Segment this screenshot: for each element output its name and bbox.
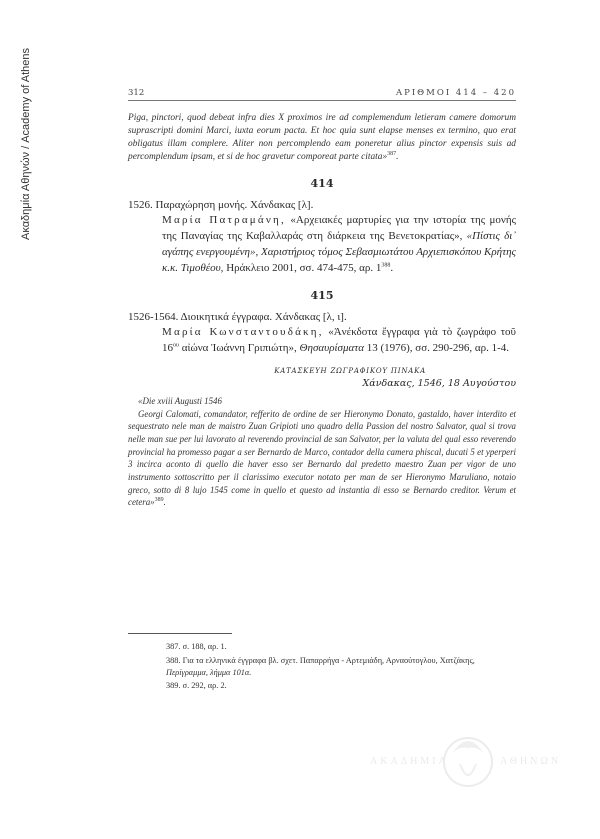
document-body xyxy=(128,395,516,509)
watermark-left-text: ΑΚΑΔΗΜΙΑ xyxy=(370,756,449,767)
entry-author: Μαρία Πατραμάνη, xyxy=(162,213,286,226)
document-place-date: Χάνδακας, 1546, 18 Αυγούστου xyxy=(362,378,516,390)
running-header xyxy=(128,88,516,101)
watermark-right-text: ΑΘΗΝΩΝ xyxy=(500,756,562,767)
running-title: ΑΡΙΘΜΟΙ 414 – 420 xyxy=(395,88,516,98)
footnote-ref[interactable]: 388 xyxy=(381,261,391,268)
entry-body-414: Μαρία Πατραμάνη, «Αρχειακές μαρτυρίες για την ιστορία της μονής της Παναγίας της Καβαλλαράς στη διάρκεια της Βενετοκρατίας», «Πίστις δι᾽ αγάπης ενεργουμένη», Χαριστήριος τόμος Σεβασμιωτάτου Αρχιεπισκόπου Κρήτης κ.κ. Τιμοθέου, Ηράκλειο 2001, σσ. 474-475, αρ. $1^{388}$. xyxy=(162,213,516,274)
page-content xyxy=(128,88,516,509)
section-number-415: 415 xyxy=(310,289,334,303)
entry-body-415: Μαρία Κωνσταντουδάκη, «Ἀνέκδοτα ἔγγραφα γιὰ τὸ ζωγράφο τοῦ $16^{o\upsilon}$ αἰώνα Ἰωάννη Γριπιώτη», Θησαυρίσματα 13 (1976), σσ. 290-296, αρ. 1-4. xyxy=(162,326,517,355)
footnotes xyxy=(166,641,516,694)
footnote-ref[interactable]: 387 xyxy=(387,150,397,157)
athena-head-icon xyxy=(438,724,498,804)
document-text: Georgi Calomati, comandator, refferito de ordine de ser Hieronymo Donato, gastaldo, haver interdito et sequestrato nele man de maistro Zuan Gripioti uno quadro della Passion del nostro Salvator, qual si trova nelle man sue per lui lavorato al reverendo provincial de san Salvator, per la valuta del qual esso reverendo provincial ha promesso pagar a ser Bernardo de Marco, contador della camera phiscal, ducati 5 et yperperi 3 incirca aconto di quello die haver esso ser Bernardo dal predetto maestro Zuan per vigor de uno instrumento sottoscritto per il clarissimo executor notato per man de ser Hieronymo Maruliano, notaio greco, sotto di 8 lujo 1545 come in quello et questo ad instantia di esso se Bernardo creditor. Verum et cetera»$^{389}$. xyxy=(128,408,516,508)
footnote-ref[interactable]: 389 xyxy=(154,497,164,504)
entry-heading-415: 1526-1564. Διοικητικά έγγραφα. Χάνδακας [λ, ι]. xyxy=(128,311,347,324)
document-first-line: «Die xviii Augusti 1546 xyxy=(138,396,222,407)
latin-passage: Piga, pinctori, quod debeat infra dies X proximos ire ad complemendum letieram camere domorum suprascripti domini Marci, iuxta eorum pacta. Et hoc quia sunt elapse menses ex termino, quo erat obligatus illam complere. Aliter non percomplendo eam poneretur alius pinctor expensis suis ad percomplendum ipsam, et si de hoc gravetur comporeat parte citata»$^{387}$. xyxy=(128,113,516,162)
page-number: 312 xyxy=(128,88,145,98)
document-title: ΚΑΤΑΣΚΕΥΗ ΖΩΓΡΑΦΙΚΟΥ ΠΙΝΑΚΑ xyxy=(274,367,426,376)
academy-logo-watermark xyxy=(370,720,570,810)
sidebar-watermark-text: Ακαδημία Αθηνών / Academy of Athens xyxy=(20,47,32,240)
section-number-414: 414 xyxy=(310,176,334,190)
footnote-389: 389. σ. 292, αρ. 2. xyxy=(166,681,227,691)
footnote-387: 387. σ. 188, αρ. 1. xyxy=(166,642,227,651)
entry-author: Μαρία Κωνσταντουδάκη, xyxy=(162,326,324,339)
footnote-388: 388. Για τα ελληνικά έγγραφα βλ. σχετ. Παπαρρήγα - Αρτεμιάδη, Αρναούτογλου, Χατζάκης, Περίγραμμα, λήμμα 101α. xyxy=(166,655,475,677)
footnote-rule xyxy=(128,633,232,634)
entry-heading-414: 1526. Παραχώρηση μονής. Χάνδακας [λ]. xyxy=(128,198,314,211)
